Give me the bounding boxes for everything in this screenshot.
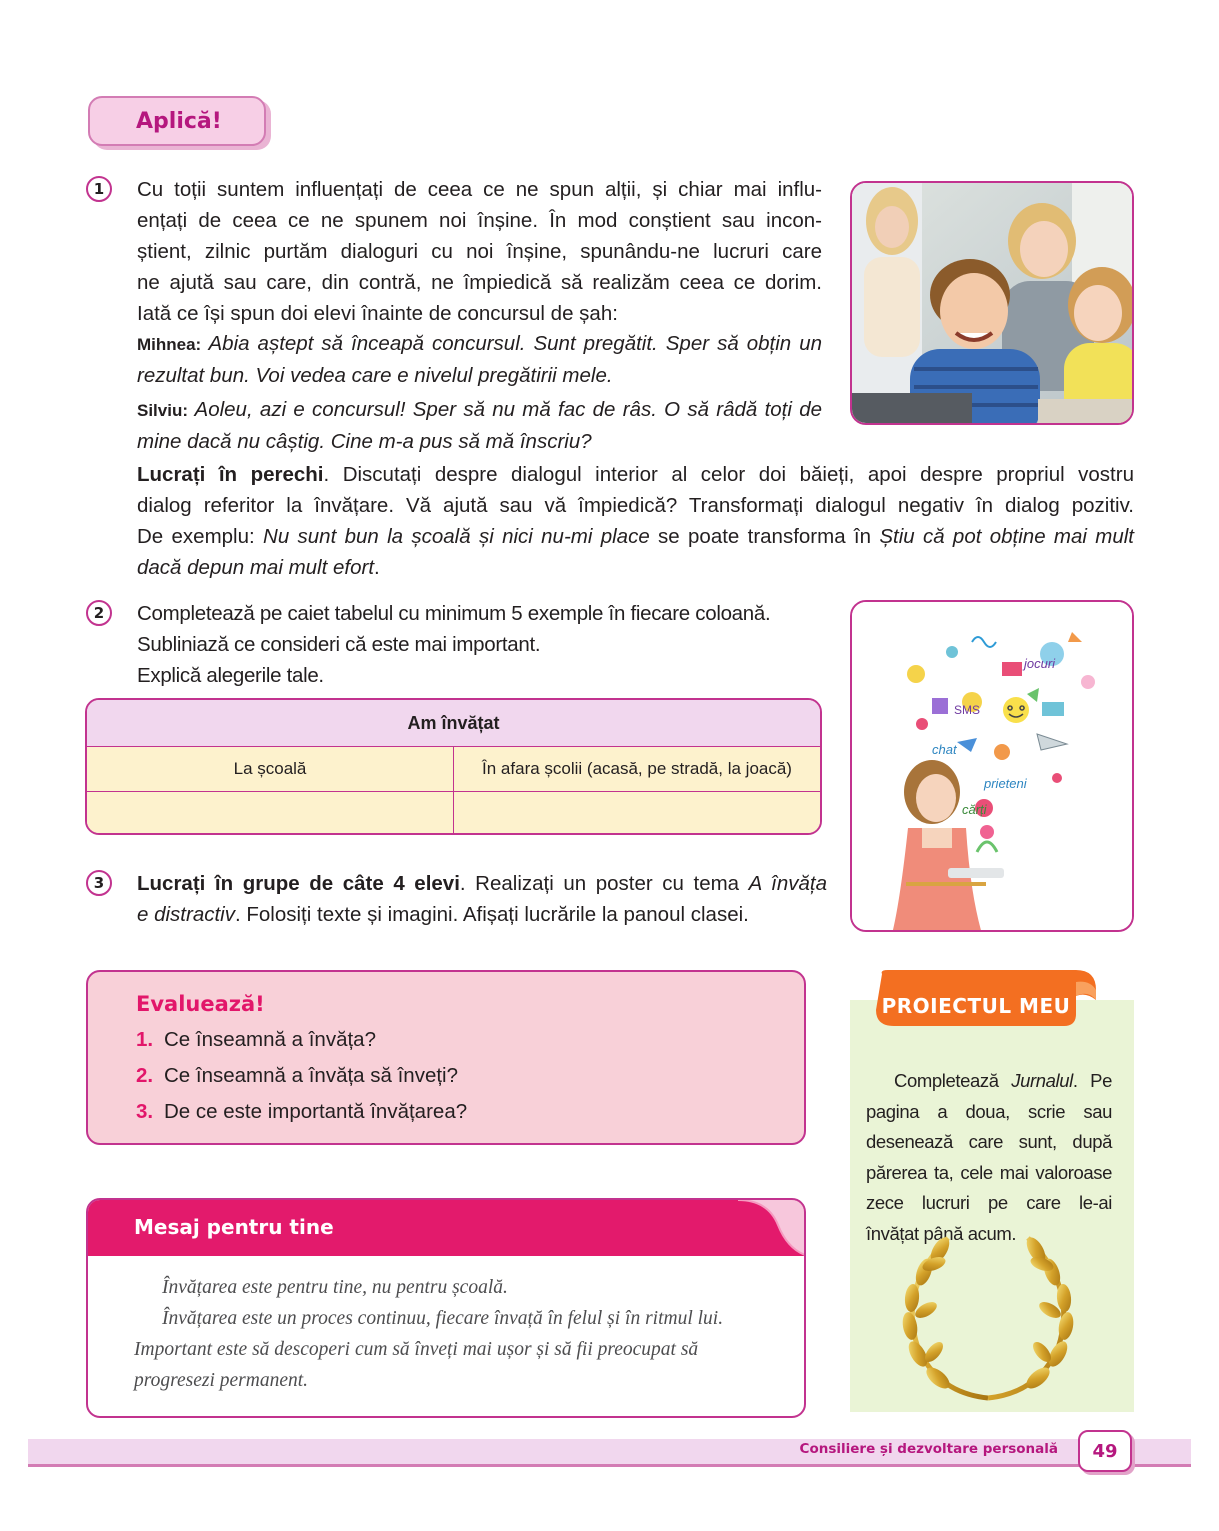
project-text-a: Completează: [894, 1070, 1012, 1091]
message-line: Important este să descoperi cum să înveți mai ușor și să fii preocupat să: [134, 1339, 699, 1360]
question-number: 1.: [136, 1028, 154, 1051]
photo-kids-tablet: [850, 181, 1134, 425]
pairs-line-3-b: se poate transforma în: [649, 525, 880, 548]
speaker-mihnea: Mihnea:: [137, 335, 202, 354]
column-header-school: La școală: [233, 759, 307, 778]
poster-theme-2: e distractiv: [137, 903, 235, 926]
pairs-line-2: dialog referitor la învățare. Vă ajută sau vă împiedică? Transformați dialogul negativ în dialog pozitiv.: [137, 494, 1134, 517]
project-title: PROIECTUL MEU: [881, 994, 1071, 1018]
example-positive: Știu că pot obține mai mult: [879, 525, 1134, 548]
intro-line: Cu toții suntem influențați de ceea ce ne spun alții, și chiar mai influ-: [137, 178, 822, 201]
period: .: [374, 556, 380, 579]
page-curl-decoration: [728, 1200, 806, 1256]
table-header: Am învățat: [87, 700, 820, 747]
message-line: progresezi permanent.: [134, 1370, 309, 1391]
column-header-outside-school: În afara școlii (acasă, pe stradă, la joacă): [453, 747, 820, 791]
group-task-bold: Lucrați în grupe de câte 4 elevi: [137, 872, 460, 895]
question-number: 3.: [136, 1100, 154, 1123]
message-title: Mesaj pentru tine: [134, 1215, 334, 1239]
ex2-line-2: Subliniază ce consideri că este mai important.: [137, 633, 541, 656]
learning-table: [85, 698, 822, 835]
evaluation-question: [136, 1064, 458, 1088]
exercise-2-text: [137, 598, 837, 691]
exercise-3-text: [137, 868, 827, 930]
project-text-journal: Jurnalul: [1011, 1070, 1073, 1091]
ex2-line-1: Completează pe caiet tabelul cu minimum 5 exemple în fiecare coloană.: [137, 602, 771, 625]
question-text: De ce este importantă învățarea?: [164, 1100, 468, 1123]
project-text: [866, 1066, 1112, 1249]
speaker-silviu: Silviu:: [137, 401, 189, 420]
kids-tablet-illustration: [852, 183, 1134, 425]
mihnea-line-2: rezultat bun. Voi vedea care e nivelul pregătirii mele.: [137, 364, 613, 387]
example-positive-end: dacă depun mai mult efort: [137, 556, 375, 579]
dialogue-silviu: [137, 394, 822, 457]
laurel-wreath-icon: [888, 1228, 1088, 1408]
table-cell-empty: [87, 792, 453, 835]
poster-theme-1: A învăța: [748, 872, 828, 895]
pairs-line-3-a: De exemplu:: [137, 525, 264, 548]
exercise-number-1: 1: [86, 176, 112, 202]
group-task-text: . Realizați un poster cu tema: [459, 872, 749, 895]
pairs-task: [137, 459, 1134, 583]
intro-line: Iată ce își spun doi elevi înainte de concursul de șah:: [137, 302, 618, 325]
intro-line: știent, zilnic purtăm dialoguri cu noi înșine, spunându-ne lucruri care: [137, 240, 822, 263]
table-row: [87, 747, 820, 792]
intro-line: ențați de ceea ce ne spunem noi înșine. În mod conștient sau incon-: [137, 209, 822, 232]
intro-line: ne ajută sau care, din contră, ne împiedică să realizăm ceea ce dorim.: [137, 271, 822, 294]
exercise-number-2: 2: [86, 600, 112, 626]
doodle-word-chat: chat: [932, 742, 957, 757]
section-tag-aplica: Aplică!: [88, 96, 266, 146]
doodle-word-prieteni: prieteni: [984, 776, 1027, 791]
doodle-word-sms: SMS: [954, 703, 981, 717]
message-line: Învățarea este pentru tine, nu pentru școală.: [162, 1277, 508, 1298]
evaluation-box: [86, 970, 806, 1145]
table-row: [87, 792, 820, 835]
message-box: [86, 1198, 806, 1418]
group-task-text-2: . Folosiți texte și imagini. Afișați lucrările la panoul clasei.: [234, 903, 749, 926]
pairs-task-rest: . Discutați despre dialogul interior al celor doi băieți, apoi despre propriul vostru: [323, 463, 1134, 486]
silviu-line-1: Aoleu, azi e concursul! Sper să nu mă fac de râs. O să râdă toți de: [194, 398, 823, 421]
mihnea-line-1: Abia aștept să înceapă concursul. Sunt pregătit. Sper să obțin un: [208, 332, 822, 355]
footer-line: [28, 1464, 1191, 1467]
page-number: 49: [1078, 1430, 1132, 1472]
dialogue-mihnea: [137, 328, 822, 391]
pairs-task-bold: Lucrați în perechi: [137, 463, 324, 486]
message-line: Învățarea este un proces continuu, fiecare învață în felul și în ritmul lui.: [162, 1308, 724, 1329]
evaluation-title: Evaluează!: [136, 992, 265, 1016]
question-number: 2.: [136, 1064, 154, 1087]
exercise-1-intro: [137, 174, 822, 329]
evaluation-question: [136, 1028, 376, 1052]
doodle-word-jocuri: jocuri: [1024, 656, 1056, 671]
example-negative: Nu sunt bun la școală și nici nu-mi place: [263, 525, 650, 548]
table-cell-empty: [453, 792, 820, 835]
silviu-line-2: mine dacă nu câștig. Cine m-a pus să mă înscriu?: [137, 430, 592, 453]
girl-doodles-illustration: [852, 602, 1134, 932]
footer-subject: Consiliere și dezvoltare personală: [799, 1441, 1058, 1457]
project-text-b: . Pe pagina a doua, scrie sau desenează care sunt, după părerea ta, cele mai valoroase zece lucruri pe care le-ai învățat până acum.: [866, 1070, 1112, 1244]
question-text: Ce înseamnă a învăța?: [164, 1028, 376, 1051]
exercise-number-3: 3: [86, 870, 112, 896]
doodle-word-carti: cărți: [962, 802, 987, 817]
ex2-line-3: Explică alegerile tale.: [137, 664, 324, 687]
photo-girl-doodles: [850, 600, 1134, 932]
evaluation-question: [136, 1100, 467, 1124]
question-text: Ce înseamnă a învăța să înveți?: [164, 1064, 459, 1087]
